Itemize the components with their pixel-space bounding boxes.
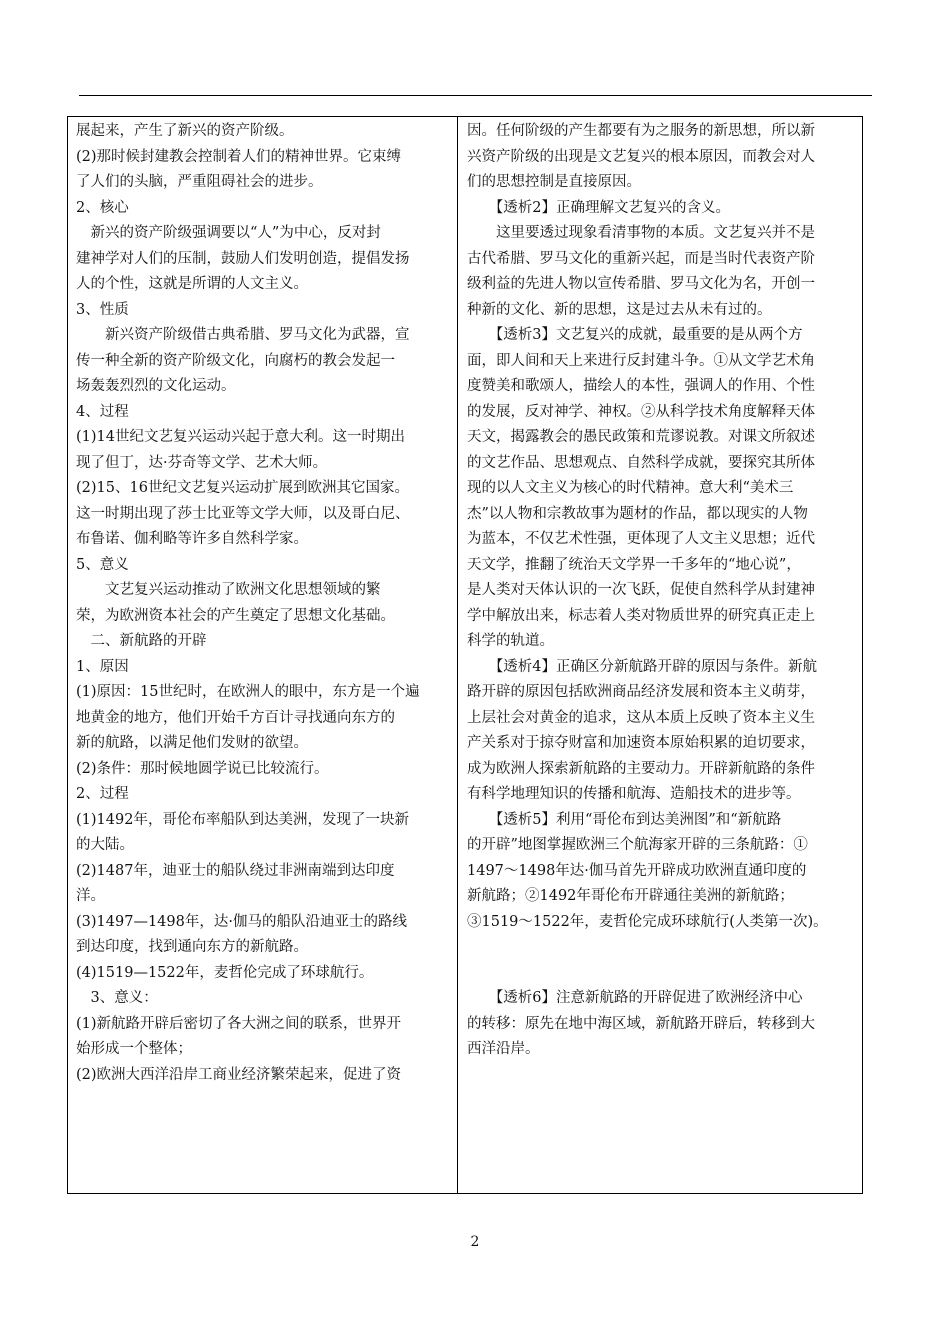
text-line: 度赞美和歌颂人，描绘人的本性，强调人的作用、个性 bbox=[467, 378, 815, 394]
text-line: 4、过程 bbox=[76, 403, 129, 420]
text-line: 【透析2】正确理解文艺复兴的含义。 bbox=[467, 199, 730, 216]
text-line: 建神学对人们的压制，鼓励人们发明创造，提倡发扬 bbox=[76, 250, 410, 267]
text-line: 二、新航路的开辟 bbox=[76, 633, 207, 649]
text-line: (3)1497—1498年，达·伽马的船队沿迪亚士的路线 bbox=[76, 913, 407, 930]
text-line: 现的以人文主义为核心的时代精神。意大利“美术三 bbox=[467, 480, 794, 496]
text-line: 兴资产阶级的出现是文艺复兴的根本原因，而教会对人 bbox=[467, 148, 815, 165]
text-line: (1)新航路开辟后密切了各大洲之间的联系，世界开 bbox=[76, 1015, 402, 1032]
text-line: 路开辟的原因包括欧洲商品经济发展和资本主义萌芽， bbox=[467, 684, 815, 700]
text-line: 3、性质 bbox=[76, 301, 129, 318]
text-line: 们的思想控制是直接原因。 bbox=[467, 174, 641, 190]
content-table bbox=[67, 116, 863, 1194]
text-line: 天文学，推翻了统治天文学界一千多年的“地心说”， bbox=[467, 556, 801, 573]
text-line: 【透析4】正确区分新航路开辟的原因与条件。新航 bbox=[467, 658, 817, 675]
text-line: 了人们的头脑，严重阻碍社会的进步。 bbox=[76, 174, 323, 190]
text-line: 科学的轨道。 bbox=[467, 633, 554, 649]
text-line: (1)1492年，哥伦布率船队到达美洲，发现了一块新 bbox=[76, 811, 409, 828]
paragraph-gap bbox=[467, 935, 857, 986]
text-line: 新兴资产阶级借古典希腊、罗马文化为武器，宣 bbox=[76, 327, 410, 343]
text-line: (2)15、16世纪文艺复兴运动扩展到欧洲其它国家。 bbox=[76, 480, 409, 496]
column-divider bbox=[457, 117, 458, 1193]
text-line: 这一时期出现了莎士比亚等文学大师，以及哥白尼、 bbox=[76, 505, 410, 522]
text-line: 成为欧洲人探索新航路的主要动力。开辟新航路的条件 bbox=[467, 760, 815, 777]
text-line: 到达印度，找到通向东方的新航路。 bbox=[76, 939, 308, 955]
text-line: 1497～1498年达·伽马首先开辟成功欧洲直通印度的 bbox=[467, 862, 807, 879]
text-line: 洋。 bbox=[76, 888, 105, 904]
text-line: 现了但丁，达·芬奇等文学、艺术大师。 bbox=[76, 454, 328, 471]
text-line: 1、原因 bbox=[76, 658, 129, 675]
right-column-analysis-1-5 bbox=[467, 119, 857, 935]
text-line: (4)1519—1522年，麦哲伦完成了环球航行。 bbox=[76, 964, 374, 981]
text-line: 新兴的资产阶级强调要以“人”为中心，反对封 bbox=[76, 225, 381, 241]
text-line: 的转移：原先在地中海区域，新航路开辟后，转移到大 bbox=[467, 1015, 815, 1032]
text-line: 的发展，反对神学、神权。②从科学技术角度解释天体 bbox=[467, 403, 815, 420]
text-line: (1)原因：15世纪时，在欧洲人的眼中，东方是一个遍 bbox=[76, 684, 420, 700]
text-line: 为蓝本，不仅艺术性强，更体现了人文主义思想；近代 bbox=[467, 531, 815, 547]
text-line: 杰”以人物和宗教故事为题材的作品，都以现实的人物 bbox=[467, 505, 808, 522]
text-line: 学中解放出来，标志着人类对物质世界的研究真正走上 bbox=[467, 607, 815, 624]
text-line: (2)1487年，迪亚士的船队绕过非洲南端到达印度 bbox=[76, 862, 395, 879]
text-line: 新的航路，以满足他们发财的欲望。 bbox=[76, 735, 308, 751]
text-line: 布鲁诺、伽利略等许多自然科学家。 bbox=[76, 531, 308, 547]
text-line: (1)14世纪文艺复兴运动兴起于意大利。这一时期出 bbox=[76, 429, 405, 445]
text-line: 级利益的先进人物以宣传希腊、罗马文化为名，开创一 bbox=[467, 276, 815, 292]
text-line: 【透析3】文艺复兴的成就，最重要的是从两个方 bbox=[467, 327, 803, 343]
text-line: 西洋沿岸。 bbox=[467, 1041, 540, 1057]
text-line: 人的个性，这就是所谓的人文主义。 bbox=[76, 276, 308, 292]
text-line: 新航路；②1492年哥伦布开辟通往美洲的新航路； bbox=[467, 888, 794, 904]
text-line: 因。任何阶级的产生都要有为之服务的新思想，所以新 bbox=[467, 123, 815, 139]
right-column bbox=[467, 119, 857, 1063]
header-rule bbox=[79, 95, 872, 96]
text-line: 天文，揭露教会的愚民政策和荒谬说教。对课文所叙述 bbox=[467, 429, 815, 445]
text-line: 展起来，产生了新兴的资产阶级。 bbox=[76, 123, 294, 139]
text-line: 2、核心 bbox=[76, 199, 129, 216]
text-line: 地黄金的地方，他们开始千方百计寻找通向东方的 bbox=[76, 709, 395, 726]
text-line: 的开辟”地图掌握欧洲三个航海家开辟的三条航路：① bbox=[467, 837, 808, 853]
text-line: 2、过程 bbox=[76, 786, 129, 802]
text-line: 古代希腊、罗马文化的重新兴起，而是当时代表资产阶 bbox=[467, 250, 815, 267]
text-line: 这里要透过现象看清事物的本质。文艺复兴并不是 bbox=[467, 225, 815, 241]
text-line: ③1519～1522年，麦哲伦完成环球航行(人类第一次)。 bbox=[467, 913, 828, 930]
text-line: 【透析5】利用“哥伦布到达美洲图”和“新航路 bbox=[467, 811, 782, 828]
text-line: (2)那时候封建教会控制着人们的精神世界。它束缚 bbox=[76, 148, 402, 165]
right-column-analysis-6 bbox=[467, 986, 857, 1063]
text-line: (2)条件：那时候地圆学说已比较流行。 bbox=[76, 760, 329, 777]
text-line: 面，即人间和天上来进行反封建斗争。①从文学艺术角 bbox=[467, 352, 815, 369]
text-line: (2)欧洲大西洋沿岸工商业经济繁荣起来，促进了资 bbox=[76, 1066, 402, 1083]
text-line: 【透析6】注意新航路的开辟促进了欧洲经济中心 bbox=[467, 990, 803, 1006]
text-line: 有科学地理知识的传播和航海、造船技术的进步等。 bbox=[467, 786, 801, 802]
text-line: 的文艺作品、思想观点、自然科学成就，要探究其所体 bbox=[467, 454, 815, 471]
left-column bbox=[76, 119, 448, 1088]
text-line: 种新的文化、新的思想，这是过去从未有过的。 bbox=[467, 301, 772, 318]
text-line: 5、意义 bbox=[76, 556, 129, 573]
text-line: 传一种全新的资产阶级文化，向腐朽的教会发起一 bbox=[76, 352, 395, 369]
text-line: 文艺复兴运动推动了欧洲文化思想领域的繁 bbox=[76, 582, 381, 598]
text-line: 3、意义： bbox=[76, 990, 158, 1006]
page-number: 2 bbox=[470, 1234, 480, 1250]
text-line: 上层社会对黄金的追求，这从本质上反映了资本主义生 bbox=[467, 709, 815, 726]
text-line: 荣，为欧洲资本社会的产生奠定了思想文化基础。 bbox=[76, 607, 395, 624]
text-line: 是人类对天体认识的一次飞跃，促使自然科学从封建神 bbox=[467, 582, 815, 598]
text-line: 产关系对于掠夺财富和加速资本原始积累的迫切要求， bbox=[467, 735, 815, 751]
text-line: 场轰轰烈烈的文化运动。 bbox=[76, 378, 236, 394]
text-line: 始形成一个整体； bbox=[76, 1041, 192, 1057]
text-line: 的大陆。 bbox=[76, 837, 134, 853]
